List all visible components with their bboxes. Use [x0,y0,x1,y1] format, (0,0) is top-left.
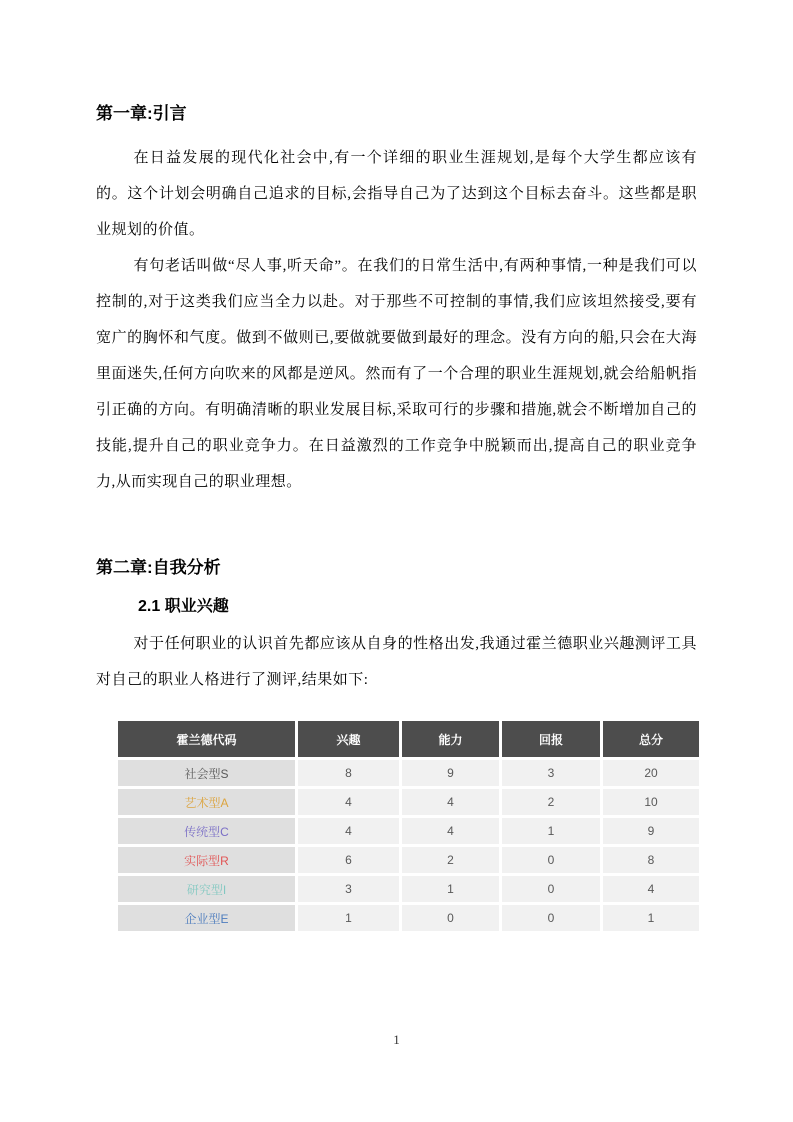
table-header-total: 总分 [603,721,699,757]
table-cell: 1 [402,876,499,902]
table-cell: 4 [298,789,399,815]
row-label-realistic: 实际型R [118,847,295,873]
table-header-interest: 兴趣 [298,721,399,757]
chapter1-title: 第一章:引言 [96,104,187,123]
row-label-investigative: 研究型I [118,876,295,902]
document-content [96,0,697,931]
page-number: 1 [393,1032,400,1047]
row-label-social: 社会型S [118,760,295,786]
table-cell: 6 [298,847,399,873]
table-header-ability: 能力 [402,721,499,757]
table-cell: 1 [603,905,699,931]
chapter1-paragraph-1: 在日益发展的现代化社会中,有一个详细的职业生涯规划,是每个大学生都应该有的。这个计划会明确自己追求的目标,会指导自己为了达到这个目标去奋斗。这些都是职业规划的价值。 [96,150,697,238]
chapter1-paragraph-2: 有句老话叫做“尽人事,听天命”。在我们的日常生活中,有两种事情,一种是我们可以控制的,对于这类我们应当全力以赴。对于那些不可控制的事情,我们应该坦然接受,要有宽广的胸怀和气度。做到不做则已,要做就要做到最好的理念。没有方向的船,只会在大海里面迷失,任何方向吹来的风都是逆风。然而有了一个合理的职业生涯规划,就会给船帆指引正确的方向。有明确清晰的职业发展目标,采取可行的步骤和措施,就会不断增加自己的技能,提升自己的职业竞争力。在日益激烈的工作竞争中脱颖而出,提高自己的职业竞争力,从而实现自己的职业理想。 [96,258,697,490]
row-label-artistic: 艺术型A [118,789,295,815]
table-header-holland-code: 霍兰德代码 [118,721,295,757]
table-cell: 4 [402,818,499,844]
table-cell: 8 [603,847,699,873]
table-cell: 9 [603,818,699,844]
row-label-conventional: 传统型C [118,818,295,844]
table-header-reward: 回报 [502,721,600,757]
chapter2-paragraph: 对于任何职业的认识首先都应该从自身的性格出发,我通过霍兰德职业兴趣测评工具对自己的职业人格进行了测评,结果如下: [96,636,697,688]
table-cell: 0 [502,876,600,902]
table-cell: 0 [502,905,600,931]
table-cell: 4 [298,818,399,844]
row-label-enterprising: 企业型E [118,905,295,931]
table-cell: 2 [502,789,600,815]
chapter2-title: 第二章:自我分析 [96,558,221,577]
table-cell: 9 [402,760,499,786]
table-cell: 10 [603,789,699,815]
table-cell: 0 [502,847,600,873]
table-cell: 2 [402,847,499,873]
section-2-1-title: 2.1 职业兴趣 [138,598,229,615]
table-cell: 8 [298,760,399,786]
table-cell: 1 [502,818,600,844]
table-cell: 3 [298,876,399,902]
table-cell: 1 [298,905,399,931]
table-cell: 4 [402,789,499,815]
table-cell: 3 [502,760,600,786]
table-cell: 4 [603,876,699,902]
table-cell: 20 [603,760,699,786]
holland-code-table [118,721,699,931]
table-cell: 0 [402,905,499,931]
